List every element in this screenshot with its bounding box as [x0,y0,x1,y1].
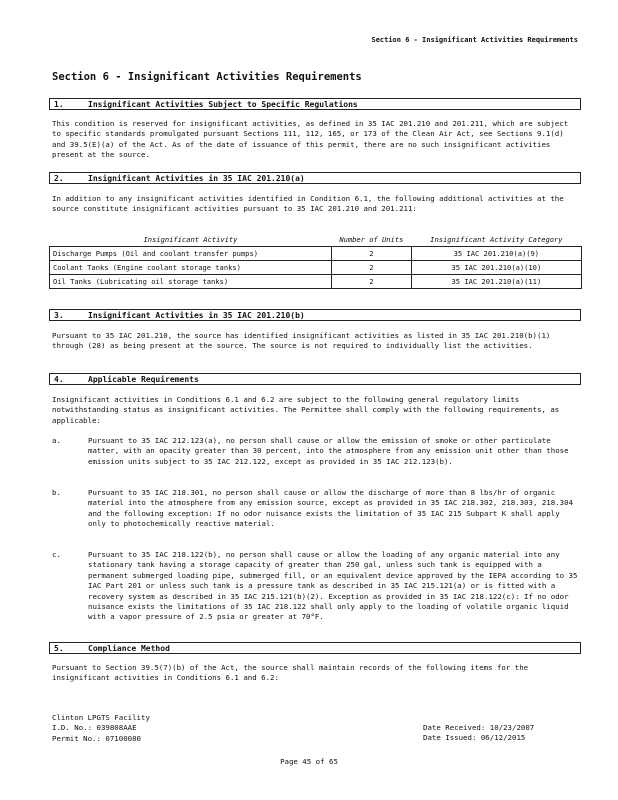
requirement-text: Pursuant to 35 IAC 218.301, no person shall cause or allow the discharge of more than 8 lbs/hr of organic material into the atmosphere from any emission source, except as provided in 35 IAC 218.302, 218.303, 218.304 and the following exception: If no odor nuisance exists the limitation of 35 IAC 215 Subpart K shall apply only to photochemically reactive material. [88,488,573,529]
date-issued: Date Issued: 06/12/2015 [423,733,526,743]
page-number: Page 45 of 65 [280,757,338,766]
category-cell: 35 IAC 201.210(a)(10) [411,260,581,274]
subsection-title: Insignificant Activities Subject to Specific Regulations [88,100,358,109]
subsection-number: 3. [54,311,64,320]
footer-left [52,713,150,744]
section-title: Section 6 - Insignificant Activities Requirements [52,71,362,83]
requirement-label: c. [52,550,61,559]
date-received: Date Received: 10/23/2007 [423,723,535,732]
subsection-4-heading [49,373,581,385]
table-header-category: Insignificant Activity Category [411,236,581,246]
paragraph-6-1 [52,119,580,160]
activity-cell: Discharge Pumps (Oil and coolant transfer pumps) [50,246,332,260]
requirement-b [52,488,580,530]
requirement-text: Pursuant to 35 IAC 218.122(b), no person shall cause or allow the loading of any organic material into any stationary tank having a storage capacity of greater than 250 gal, unless such tank is equipped with a permanent submerged loading pipe, submerged fill, or an equivalent device approved by the IEPA according to 35 IAC Part 201 or unless such tank is a pressure tank as described in 35 IAC 215.121(a) or is fitted with a recovery system as described in 35 IAC 215.121(b)(2). Exception as provided in 35 IAC 218.122(c): If no odor nuisance exists the limitations of 35 IAC 218.122 shall only apply to the loading of volatile organic liquid with a vapor pressure of 2.5 psia or greater at 70°F. [88,550,578,622]
paragraph-text: Pursuant to Section 39.5(7)(b) of the Act, the source shall maintain records of the following items for the insignificant activities in Conditions 6.1 and 6.2: [52,663,529,683]
paragraph-6-3 [52,331,580,352]
table-header-activity: Insignificant Activity [50,236,332,246]
insignificant-activities-table [49,236,582,289]
subsection-5-heading [49,642,581,654]
paragraph-6-2 [52,194,580,215]
units-cell: 2 [331,260,411,274]
subsection-title: Insignificant Activities in 35 IAC 201.210(b) [88,311,305,320]
category-cell: 35 IAC 201.210(a)(11) [411,274,581,288]
activity-cell: Oil Tanks (Lubricating oil storage tanks) [50,274,332,288]
footer-right [423,723,534,744]
paragraph-text: Insignificant activities in Conditions 6.1 and 6.2 are subject to the following general regulatory limits notwithstanding status as insignificant activities. The Permittee shall comply with the following requirements, as applicable: [52,395,560,425]
units-cell: 2 [331,246,411,260]
running-header: Section 6 - Insignificant Activities Requirements [371,36,578,44]
table-row [50,274,582,288]
subsection-number: 5. [54,644,64,653]
requirement-text: Pursuant to 35 IAC 212.123(a), no person shall cause or allow the emission of smoke or other particulate matter, with an opacity greater than 30 percent, into the atmosphere from any emission unit other than those emission units subject to 35 IAC 212.122, except as provided in 35 IAC 212.123(b). [88,436,569,466]
paragraph-text: Pursuant to 35 IAC 201.210, the source has identified insignificant activities as listed in 35 IAC 201.210(b)(1) through (28) as being present at the source. The source is not required to individually list the activities. [52,331,551,351]
subsection-title: Insignificant Activities in 35 IAC 201.210(a) [88,174,305,183]
subsection-title: Compliance Method [88,644,170,653]
table-header-row [50,236,582,246]
subsection-number: 4. [54,375,64,384]
subsection-title: Applicable Requirements [88,375,199,384]
activity-cell: Coolant Tanks (Engine coolant storage tanks) [50,260,332,274]
subsection-2-heading [49,172,581,184]
table-row [50,246,582,260]
paragraph-6-5 [52,663,580,684]
table-row [50,260,582,274]
requirement-a [52,436,580,467]
requirement-c [52,550,580,623]
units-cell: 2 [331,274,411,288]
subsection-3-heading [49,309,581,321]
paragraph-text: In addition to any insignificant activities identified in Condition 6.1, the following additional activities at the source constitute insignificant activities pursuant to 35 IAC 201.210 and 201.211: [52,194,564,214]
paragraph-6-4 [52,395,580,426]
table-header-units: Number of Units [331,236,411,246]
paragraph-text: This condition is reserved for insignificant activities, as defined in 35 IAC 201.210 and 201.211, which are subject to specific standards promulgated pursuant Sections 111, 112, 165, or 173 of the Clean Air Act, see Sections 9.1(d) and 39.5(E)(a) of the Act. As of the date of issuance of this permit, there are no such insignificant activities present at the source. [52,119,569,159]
facility-name: Clinton LPGTS Facility [52,713,150,722]
requirement-label: a. [52,436,61,445]
requirement-label: b. [52,488,61,497]
subsection-number: 2. [54,174,64,183]
subsection-1-heading [49,98,581,110]
permit-number: Permit No.: 07100080 [52,733,141,743]
subsection-number: 1. [54,100,64,109]
category-cell: 35 IAC 201.210(a)(9) [411,246,581,260]
facility-id: I.D. No.: 039808AAE [52,723,137,733]
